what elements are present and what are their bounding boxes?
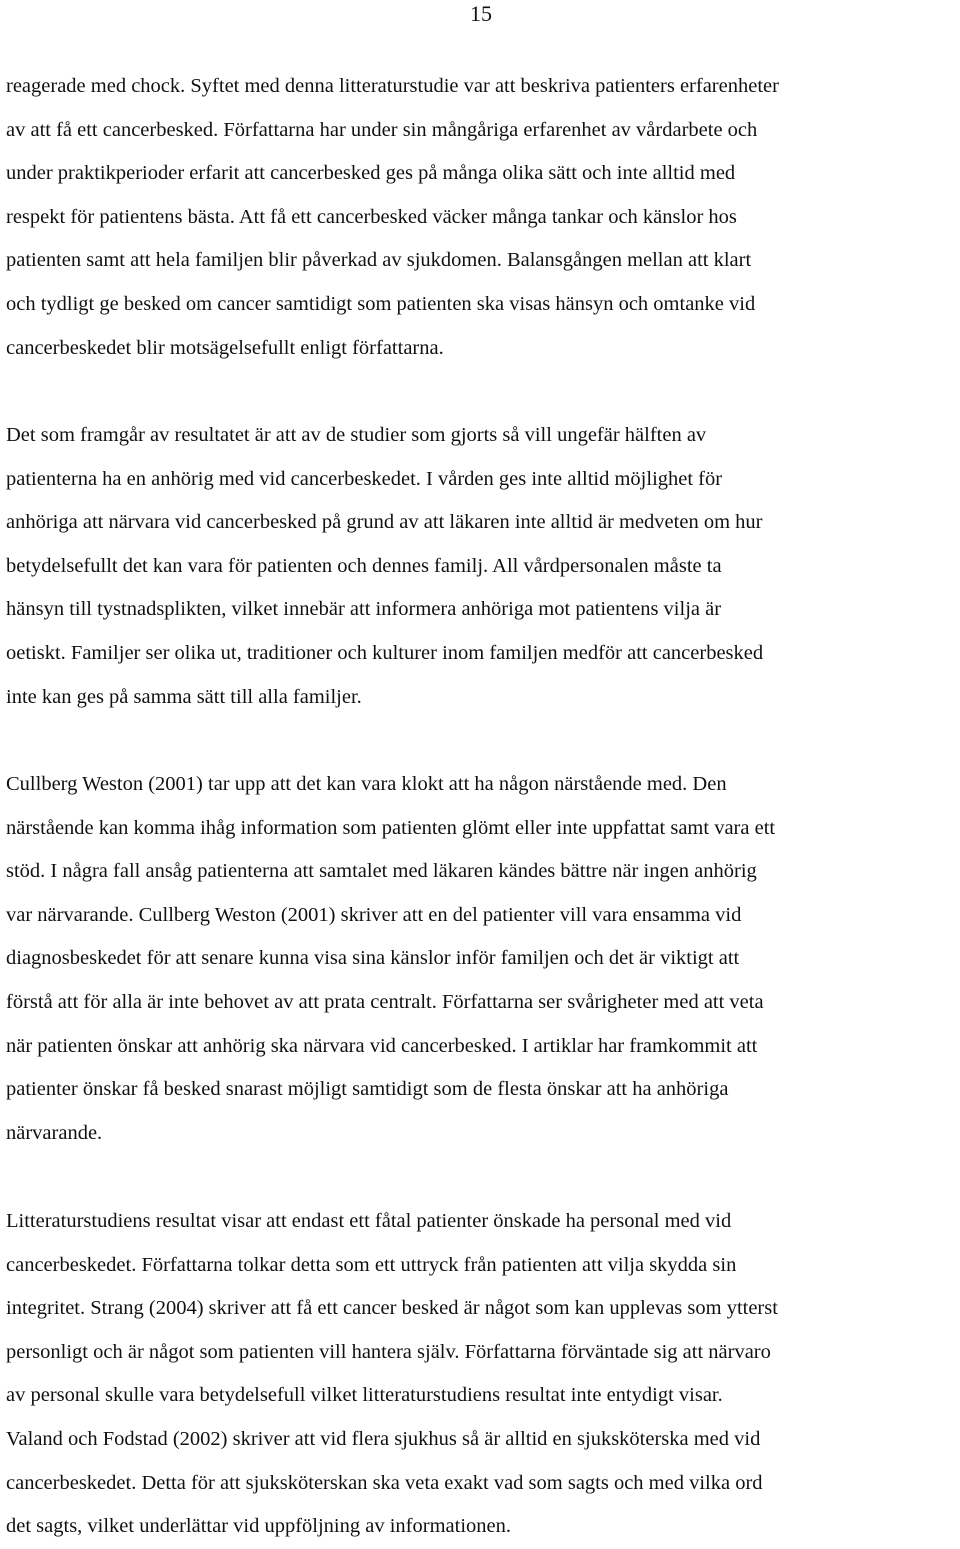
text-line: det sagts, vilket underlättar vid uppföljning av informationen.	[6, 1515, 511, 1538]
text-line: reagerade med chock. Syftet med denna litteraturstudie var att beskriva patienters erfarenheter	[6, 75, 779, 97]
text-line: oetiskt. Familjer ser olika ut, traditioner och kulturer inom familjen medför att cancerbesked	[6, 641, 764, 664]
text-line: inte kan ges på samma sätt till alla familjer.	[6, 685, 362, 708]
text-line: Litteraturstudiens resultat visar att endast ett fåtal patienter önskade ha personal med vid	[6, 1210, 732, 1232]
text-line: av personal skulle vara betydelsefull vilket litteraturstudiens resultat inte entydigt visar.	[6, 1384, 723, 1407]
text-line: cancerbeskedet blir motsägelsefullt enligt författarna.	[6, 336, 444, 359]
text-line: patienter önskar få besked snarast möjligt samtidigt som de flesta önskar att ha anhöriga	[6, 1078, 729, 1101]
text-line: patienten samt att hela familjen blir påverkad av sjukdomen. Balansgången mellan att klart	[6, 249, 752, 272]
paragraph-1	[6, 65, 960, 370]
text-line: cancerbeskedet. Detta för att sjuksköterskan ska veta exakt vad som sagts och med vilka ord	[6, 1471, 763, 1494]
text-line: betydelsefullt det kan vara för patienten och dennes familj. All vårdpersonalen måste ta	[6, 554, 722, 577]
paragraph-4	[6, 1200, 960, 1549]
text-line: när patienten önskar att anhörig ska närvara vid cancerbesked. I artiklar har framkommit att	[6, 1034, 758, 1057]
paragraph-2	[6, 414, 960, 719]
text-line: närvarande.	[6, 1121, 103, 1144]
page-number: 15	[470, 1, 492, 26]
text-line: stöd. I några fall ansåg patienterna att samtalet med läkaren kändes bättre när ingen anhörig	[6, 860, 757, 883]
text-line: personligt och är något som patienten vill hantera själv. Författarna förväntade sig att närvaro	[6, 1340, 771, 1363]
text-line: diagnosbeskedet för att senare kunna visa sina känslor inför familjen och det är viktigt att	[6, 947, 740, 970]
text-line: under praktikperioder erfarit att cancerbesked ges på många olika sätt och inte alltid med	[6, 162, 736, 185]
text-line: hänsyn till tystnadsplikten, vilket innebär att informera anhöriga mot patientens vilja är	[6, 598, 722, 621]
text-line: integritet. Strang (2004) skriver att få ett cancer besked är något som kan upplevas som ytterst	[6, 1297, 778, 1320]
text-line: patienterna ha en anhörig med vid cancerbeskedet. I vården ges inte alltid möjlighet för	[6, 467, 723, 490]
text-line: var närvarande. Cullberg Weston (2001) skriver att en del patienter vill vara ensamma vid	[6, 903, 742, 926]
text-line: Det som framgår av resultatet är att av de studier som gjorts så vill ungefär hälften av	[6, 424, 707, 446]
text-line: respekt för patientens bästa. Att få ett cancerbesked väcker många tankar och känslor hos	[6, 205, 737, 228]
text-line: närstående kan komma ihåg information som patienten glömt eller inte uppfattat samt vara ett	[6, 816, 776, 839]
text-line: av att få ett cancerbesked. Författarna har under sin mångåriga erfarenhet av vårdarbete och	[6, 118, 758, 141]
text-line: förstå att för alla är inte behovet av att prata centralt. Författarna ser svårigheter med att veta	[6, 990, 764, 1013]
text-line: cancerbeskedet. Författarna tolkar detta som ett uttryck från patienten att vilja skydda sin	[6, 1253, 737, 1276]
text-line: Cullberg Weston (2001) tar upp att det kan vara klokt att ha någon närstående med. Den	[6, 773, 727, 795]
paragraph-3	[6, 763, 960, 1155]
text-line: Valand och Fodstad (2002) skriver att vid flera sjukhus så är alltid en sjuksköterska med vid	[6, 1427, 761, 1450]
text-line: anhöriga att närvara vid cancerbesked på grund av att läkaren inte alltid är medveten om hur	[6, 511, 763, 534]
text-line: och tydligt ge besked om cancer samtidigt som patienten ska visas hänsyn och omtanke vid	[6, 292, 756, 315]
